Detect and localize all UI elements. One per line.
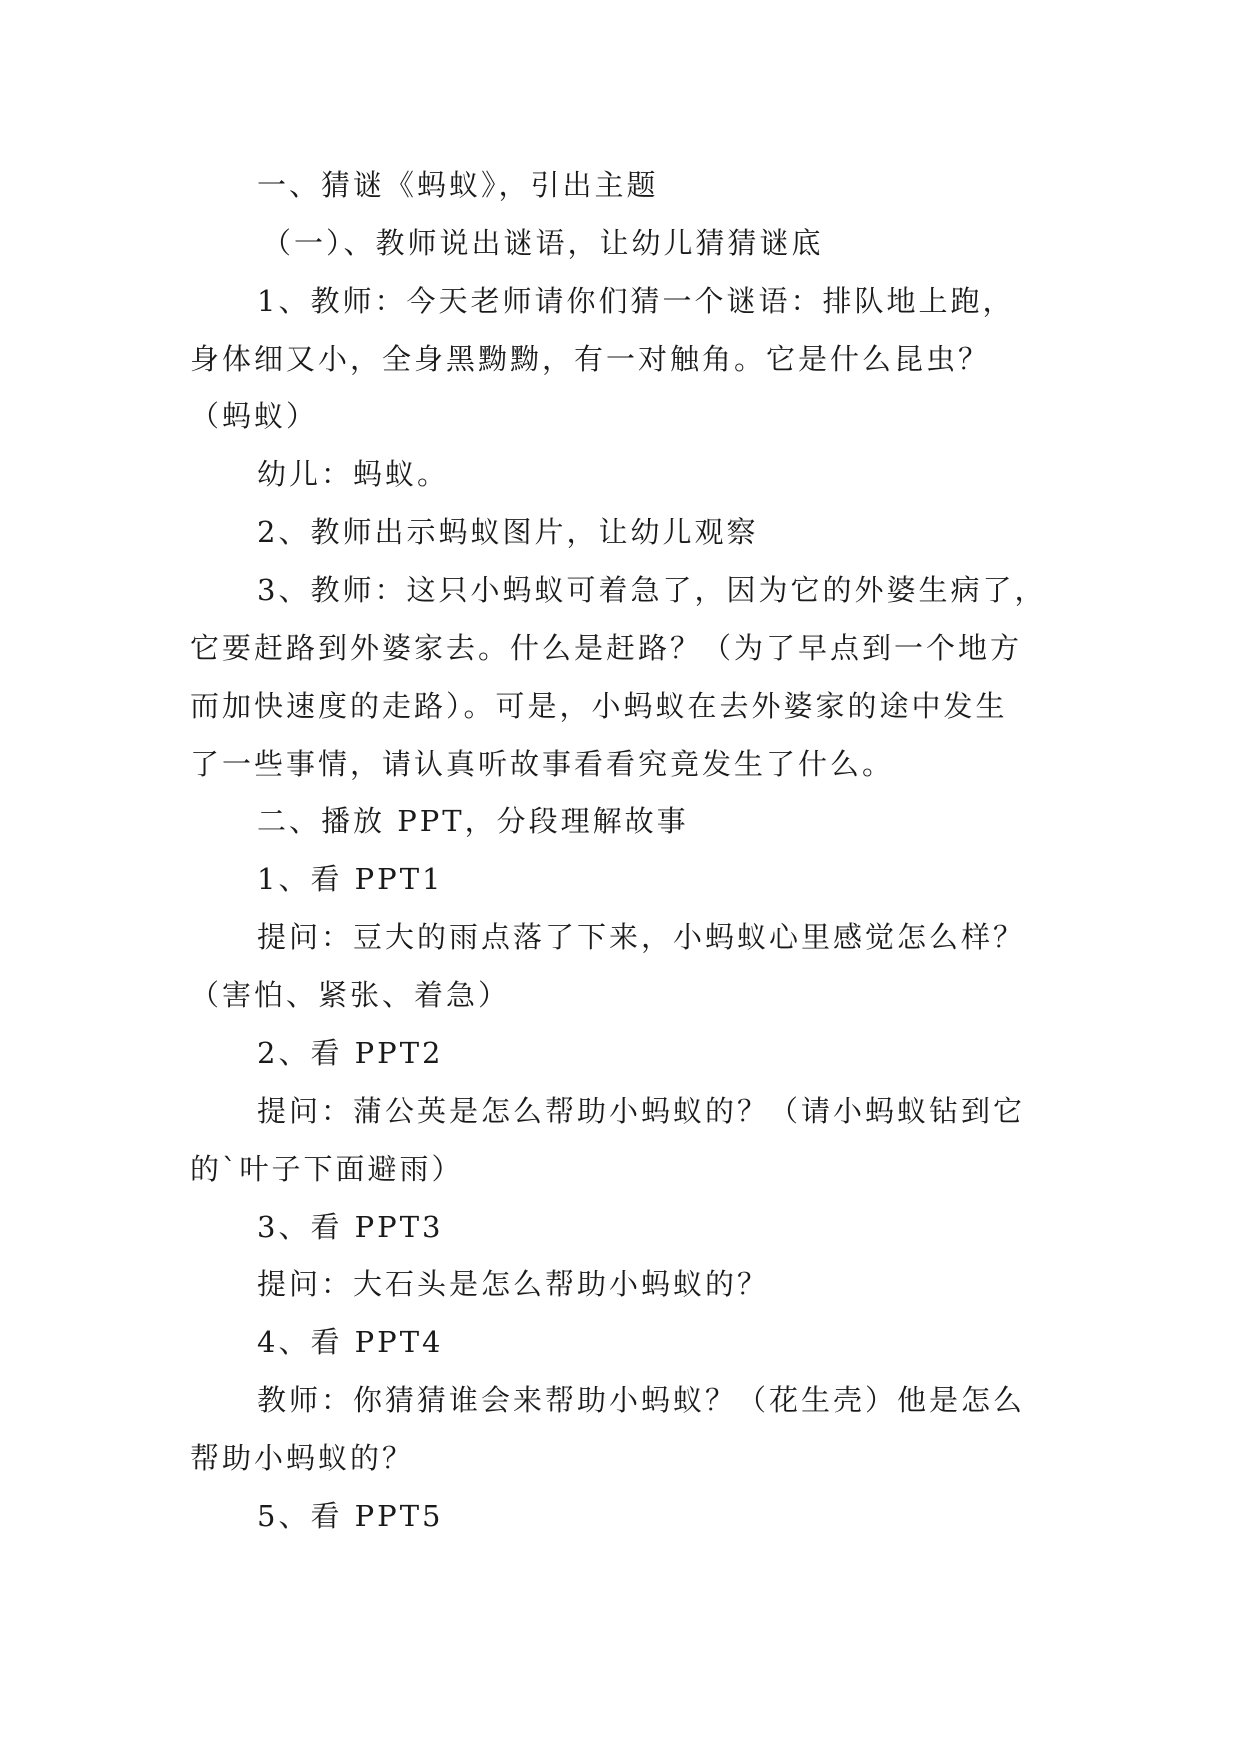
paragraph-line: 的`叶子下面避雨）	[190, 1152, 464, 1186]
paragraph-line: 2、教师出示蚂蚁图片，让幼儿观察	[257, 515, 759, 549]
section-heading-1: 一、猜谜《蚂蚁》，引出主题	[257, 168, 659, 202]
list-item: 3、看 PPT3	[257, 1210, 444, 1244]
paragraph-line: 3、教师：这只小蚂蚁可着急了，因为它的外婆生病了，	[257, 573, 1047, 607]
list-item: 2、看 PPT2	[257, 1036, 444, 1070]
paragraph-line: 教师：你猜猜谁会来帮助小蚂蚁？（花生壳）他是怎么	[257, 1383, 1026, 1417]
paragraph-line: （蚂蚁）	[190, 399, 319, 433]
paragraph-line: 而加快速度的走路）。可是，小蚂蚁在去外婆家的途中发生	[190, 689, 1008, 723]
paragraph-line: 它要赶路到外婆家去。什么是赶路？（为了早点到一个地方	[190, 631, 1023, 665]
paragraph-line: 了一些事情，请认真听故事看看究竟发生了什么。	[190, 747, 895, 781]
subsection-heading: （一）、教师说出谜语，让幼儿猜猜谜底	[262, 226, 824, 260]
paragraph-line: 提问：蒲公英是怎么帮助小蚂蚁的？（请小蚂蚁钻到它	[257, 1094, 1026, 1128]
paragraph-line: （害怕、紧张、着急）	[190, 978, 511, 1012]
paragraph-line: 提问：豆大的雨点落了下来，小蚂蚁心里感觉怎么样？	[257, 920, 1026, 954]
list-item: 4、看 PPT4	[257, 1325, 444, 1359]
paragraph-line: 身体细又小，全身黑黝黝，有一对触角。它是什么昆虫？	[190, 342, 991, 376]
paragraph-line: 1、教师：今天老师请你们猜一个谜语：排队地上跑，	[257, 284, 1015, 318]
list-item: 5、看 PPT5	[257, 1499, 444, 1533]
section-heading-2: 二、播放 PPT，分段理解故事	[257, 804, 689, 838]
paragraph-line: 提问：大石头是怎么帮助小蚂蚁的？	[257, 1267, 770, 1301]
paragraph-line: 幼儿：蚂蚁。	[257, 457, 450, 491]
paragraph-line: 帮助小蚂蚁的？	[190, 1441, 415, 1475]
list-item: 1、看 PPT1	[257, 862, 444, 896]
